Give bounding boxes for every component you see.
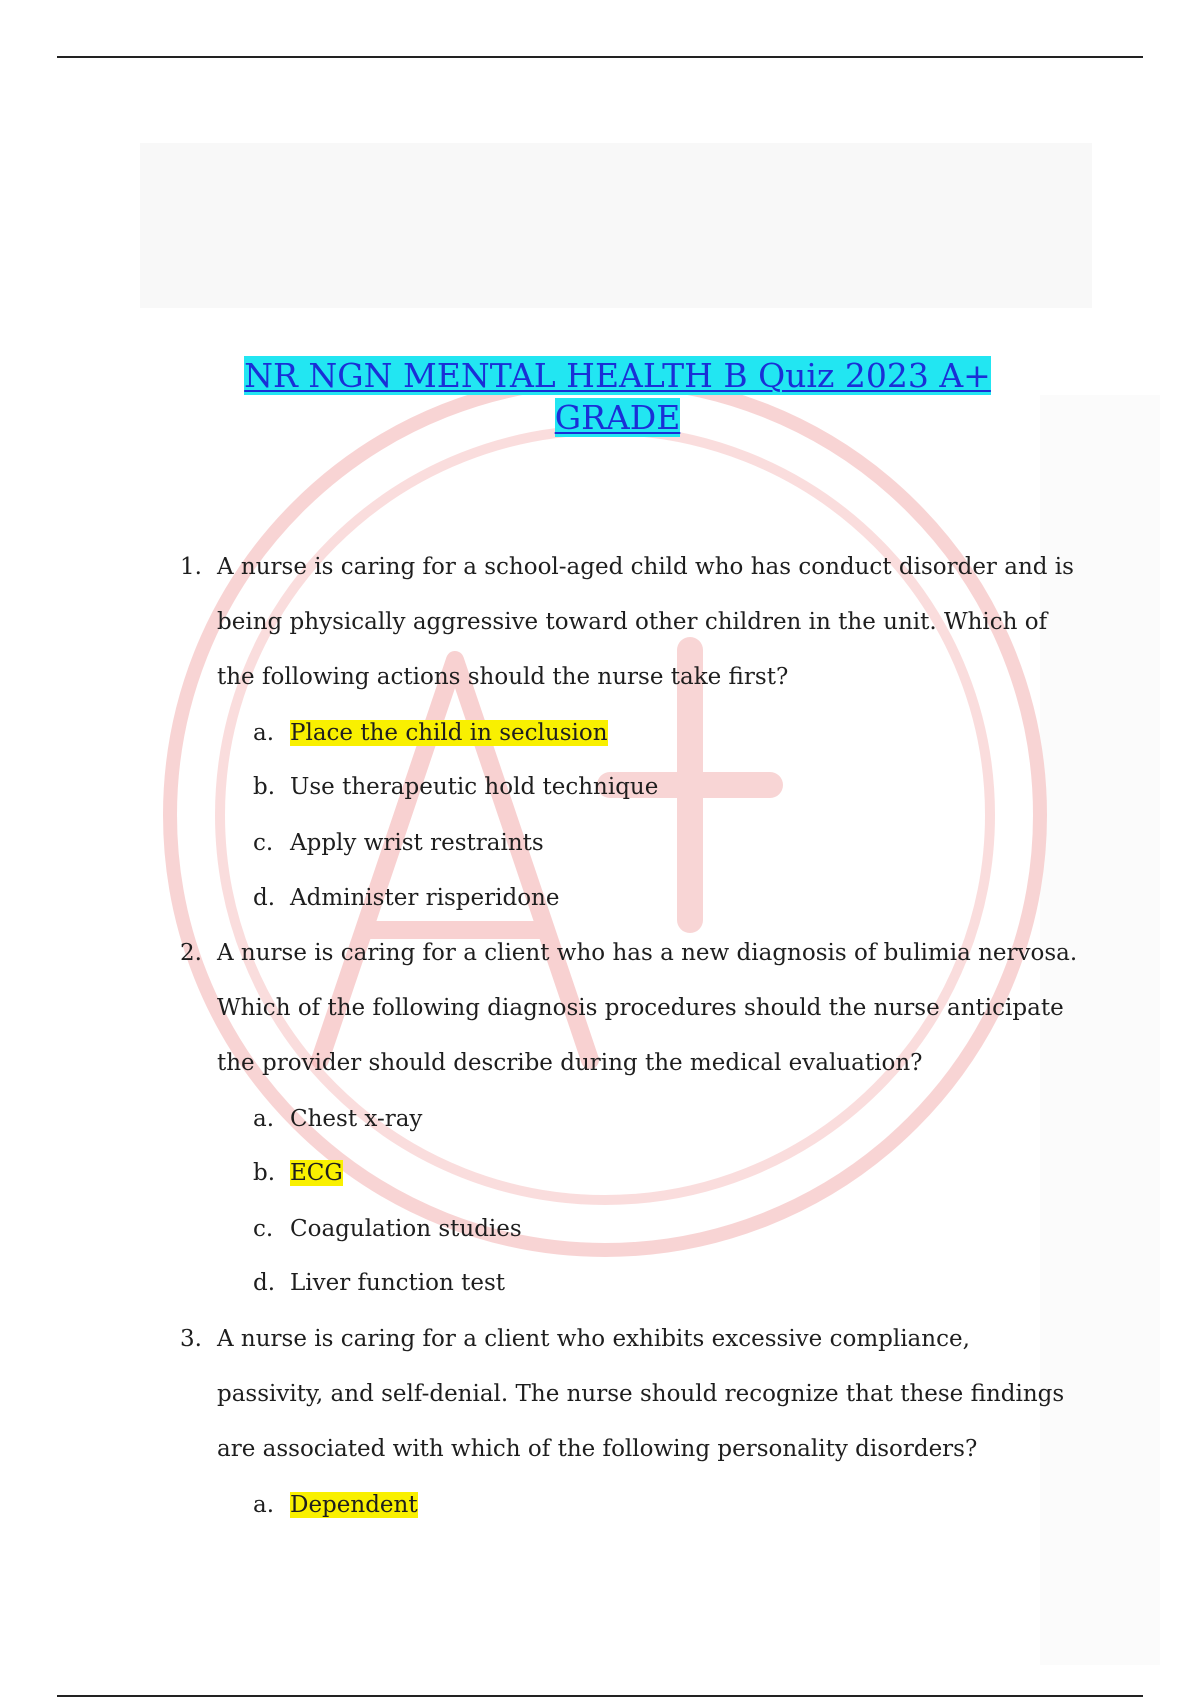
title-line-1: NR NGN MENTAL HEALTH B Quiz 2023 A+ xyxy=(244,356,991,395)
header-placeholder-box xyxy=(140,143,1092,308)
option-text-correct: Place the child in seclusion xyxy=(290,720,608,746)
option-text: Apply wrist restraints xyxy=(290,830,544,856)
option-letter: c. xyxy=(253,1216,274,1242)
option-text: Coagulation studies xyxy=(290,1216,522,1242)
option-text: Chest x-ray xyxy=(290,1106,423,1132)
document-title xyxy=(0,355,1200,439)
question-1 xyxy=(180,540,1080,705)
question-1-option-b xyxy=(253,772,658,802)
question-2-option-c xyxy=(253,1214,522,1244)
question-2-option-b xyxy=(253,1158,343,1188)
question-2-option-d xyxy=(253,1268,505,1298)
top-rule xyxy=(57,56,1143,58)
option-letter: b. xyxy=(253,774,276,800)
question-stem: A nurse is caring for a client who exhibits excessive compliance, passivity, and self-denial. The nurse should recognize that these findings are associated with which of the following personality disorders? xyxy=(217,1326,1065,1462)
option-letter: a. xyxy=(253,1492,275,1518)
option-text-correct: ECG xyxy=(290,1160,343,1186)
option-letter: d. xyxy=(253,885,276,911)
option-letter: d. xyxy=(253,1270,276,1296)
question-3 xyxy=(180,1312,1080,1477)
question-1-option-a xyxy=(253,718,608,748)
option-text: Use therapeutic hold technique xyxy=(290,774,659,800)
option-letter: b. xyxy=(253,1160,276,1186)
option-letter: a. xyxy=(253,1106,275,1132)
question-number: 1. xyxy=(180,554,202,580)
question-1-option-c xyxy=(253,828,544,858)
option-text-correct: Dependent xyxy=(290,1492,418,1518)
question-3-option-a xyxy=(253,1490,418,1520)
bottom-rule xyxy=(57,1695,1143,1697)
question-2 xyxy=(180,926,1080,1091)
question-number: 2. xyxy=(180,940,202,966)
question-1-option-d xyxy=(253,883,559,913)
option-text: Liver function test xyxy=(290,1270,506,1296)
question-number: 3. xyxy=(180,1326,202,1352)
question-stem: A nurse is caring for a school-aged child who has conduct disorder and is being physically aggressive toward other children in the unit. Which of the following actions should the nurse take first? xyxy=(217,554,1074,690)
option-letter: c. xyxy=(253,830,274,856)
question-2-option-a xyxy=(253,1104,422,1134)
title-line-2: GRADE xyxy=(554,398,681,437)
option-text: Administer risperidone xyxy=(290,885,560,911)
option-letter: a. xyxy=(253,720,275,746)
question-stem: A nurse is caring for a client who has a new diagnosis of bulimia nervosa. Which of the following diagnosis procedures should the nurse anticipate the provider should describe during the medical evaluation? xyxy=(217,940,1078,1076)
